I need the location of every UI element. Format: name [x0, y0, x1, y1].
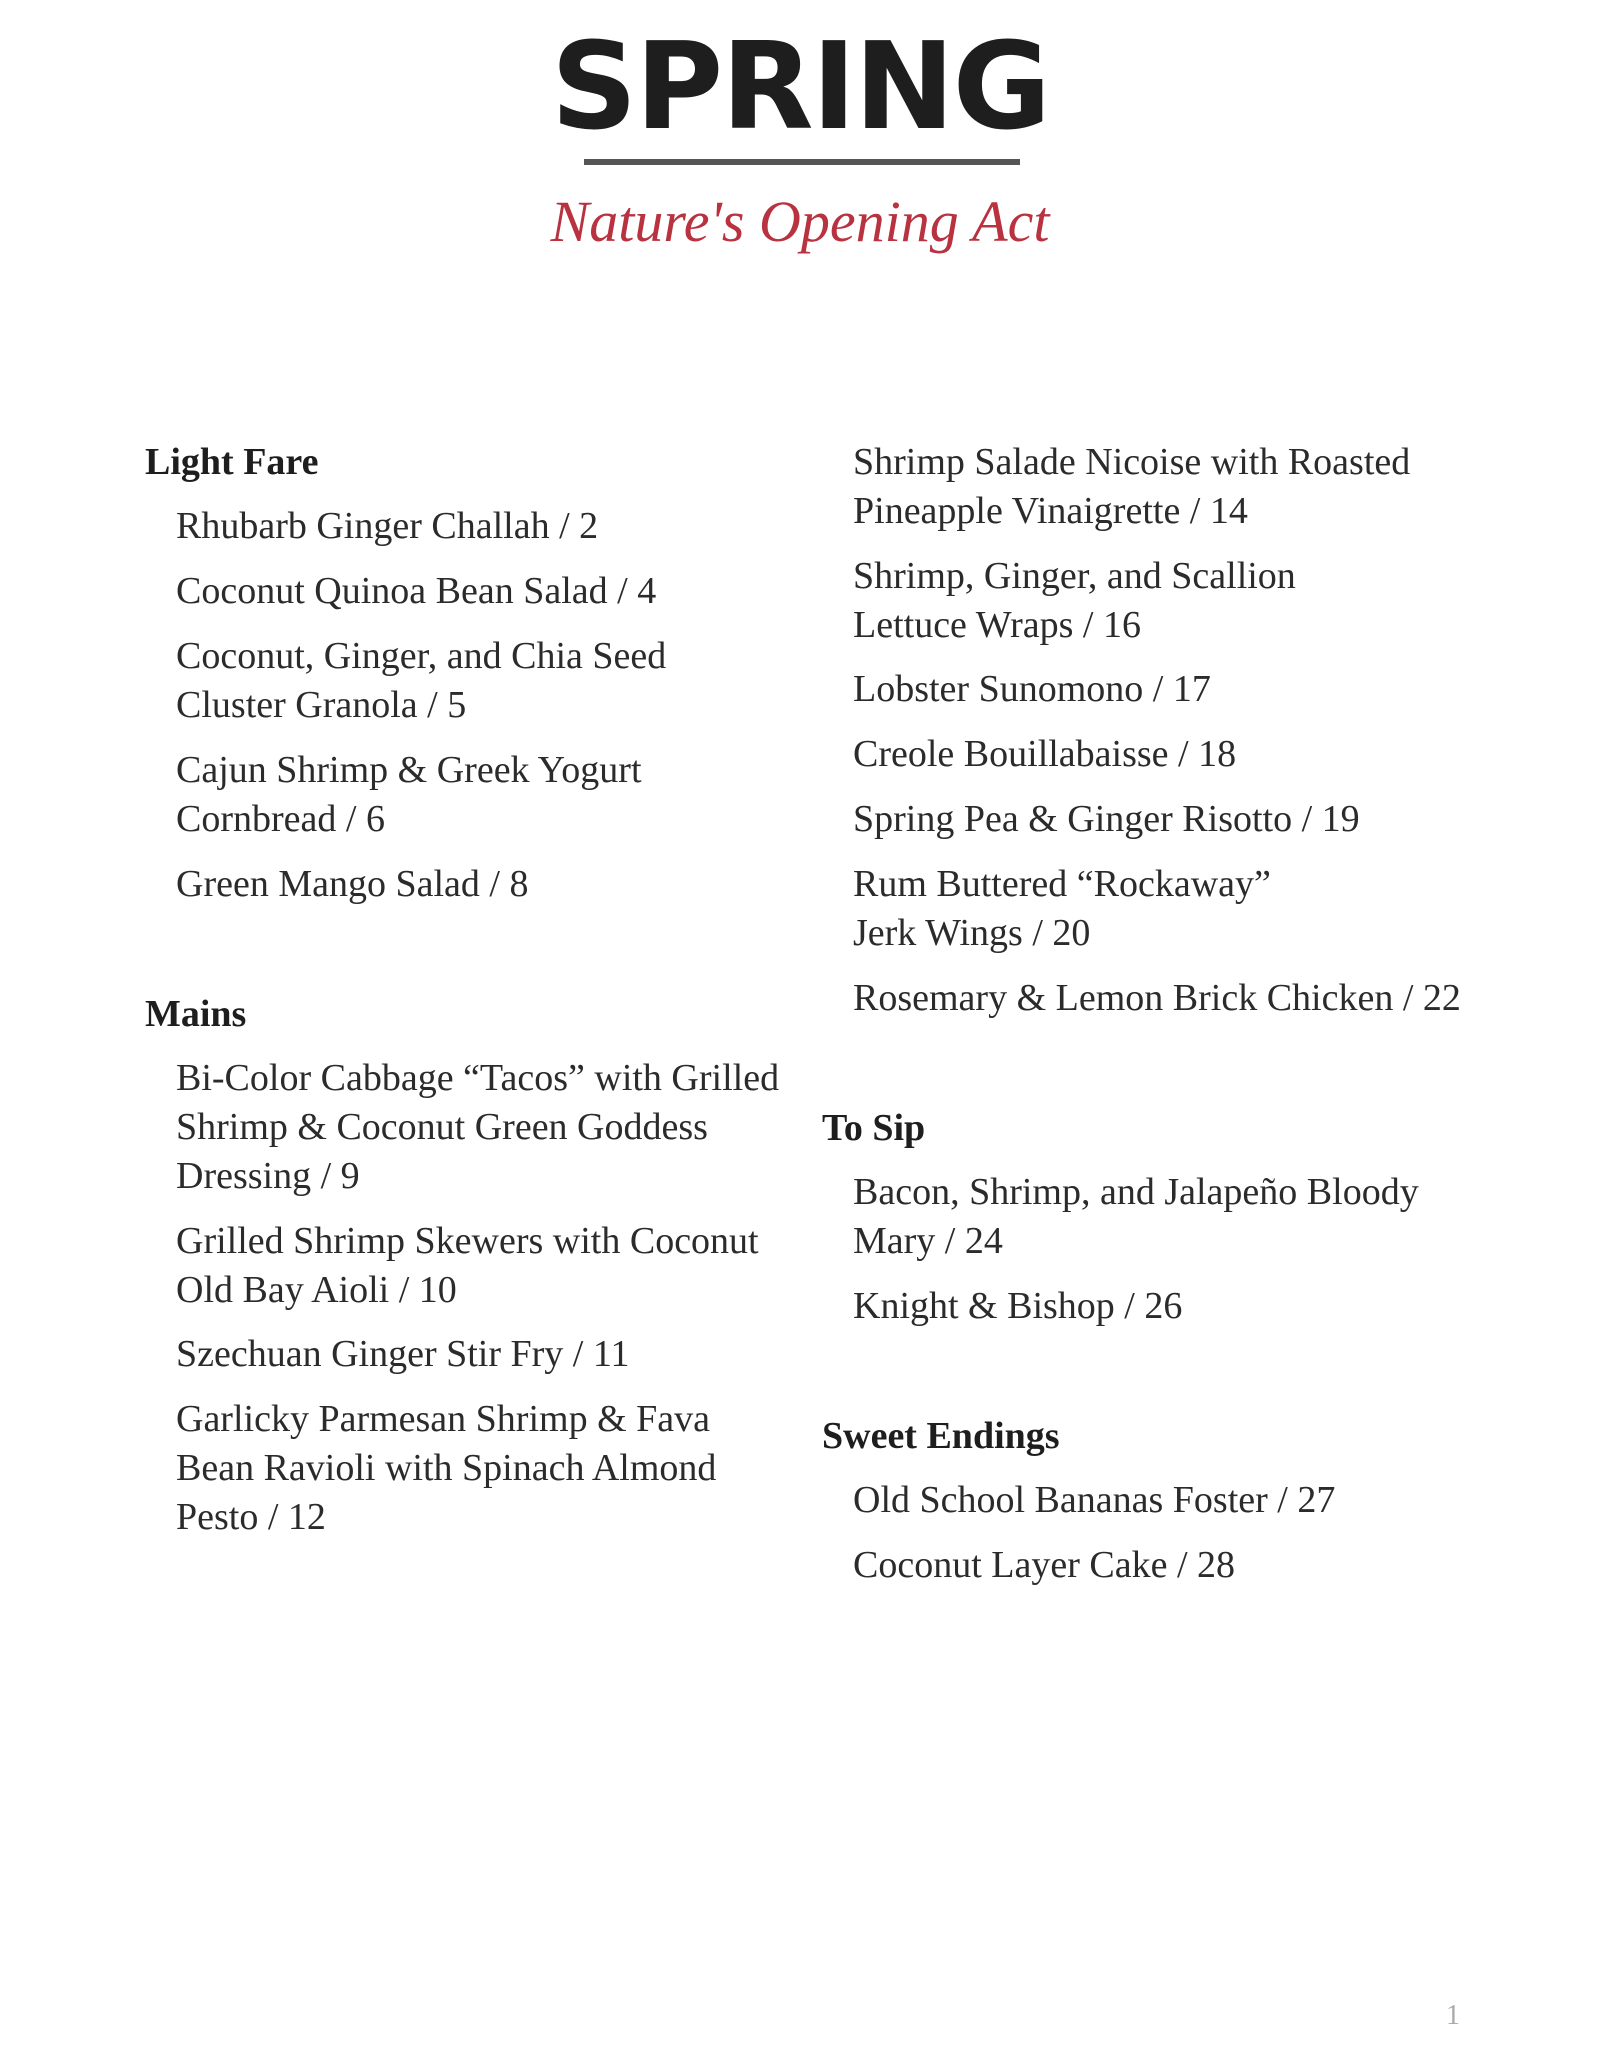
- page-number: 1: [1446, 2000, 1460, 2031]
- menu-item: Bi-Color Cabbage “Tacos” with Grilled Shrimp & Coconut Green Goddess Dressing / 9: [176, 1057, 780, 1197]
- menu-item: Cajun Shrimp & Greek Yogurt Cornbread / 6: [176, 749, 642, 840]
- menu-item: Coconut Layer Cake / 28: [853, 1544, 1236, 1586]
- menu-item: Szechuan Ginger Stir Fry / 11: [176, 1333, 630, 1375]
- title-divider: [584, 159, 1020, 165]
- menu-item: Coconut Quinoa Bean Salad / 4: [176, 570, 657, 612]
- menu-item: Bacon, Shrimp, and Jalapeño Bloody Mary / 24: [853, 1171, 1419, 1262]
- menu-item: Rosemary & Lemon Brick Chicken / 22: [853, 977, 1461, 1019]
- menu-item: Shrimp, Ginger, and Scallion Lettuce Wraps / 16: [853, 555, 1296, 646]
- section-heading-mains: Mains: [145, 993, 247, 1035]
- menu-item: Coconut, Ginger, and Chia Seed Cluster Granola / 5: [176, 635, 667, 726]
- menu-title: SPRING: [550, 18, 1050, 157]
- section-heading-light-fare: Light Fare: [145, 441, 319, 483]
- menu-item: Spring Pea & Ginger Risotto / 19: [853, 798, 1360, 840]
- menu-item: Garlicky Parmesan Shrimp & Fava Bean Ravioli with Spinach Almond Pesto / 12: [176, 1398, 717, 1538]
- menu-subtitle: Nature's Opening Act: [550, 189, 1050, 254]
- section-heading-sweet-endings: Sweet Endings: [822, 1415, 1060, 1457]
- menu-item: Grilled Shrimp Skewers with Coconut Old Bay Aioli / 10: [176, 1220, 759, 1311]
- menu-item: Rum Buttered “Rockaway” Jerk Wings / 20: [853, 863, 1271, 954]
- menu-item: Lobster Sunomono / 17: [853, 668, 1211, 710]
- menu-item: Shrimp Salade Nicoise with Roasted Pineapple Vinaigrette / 14: [853, 441, 1411, 532]
- menu-item: Old School Bananas Foster / 27: [853, 1479, 1336, 1521]
- menu-item: Rhubarb Ginger Challah / 2: [176, 505, 599, 547]
- menu-item: Creole Bouillabaisse / 18: [853, 733, 1237, 775]
- menu-item: Green Mango Salad / 8: [176, 863, 529, 905]
- menu-item: Knight & Bishop / 26: [853, 1285, 1183, 1327]
- section-heading-to-sip: To Sip: [822, 1107, 926, 1149]
